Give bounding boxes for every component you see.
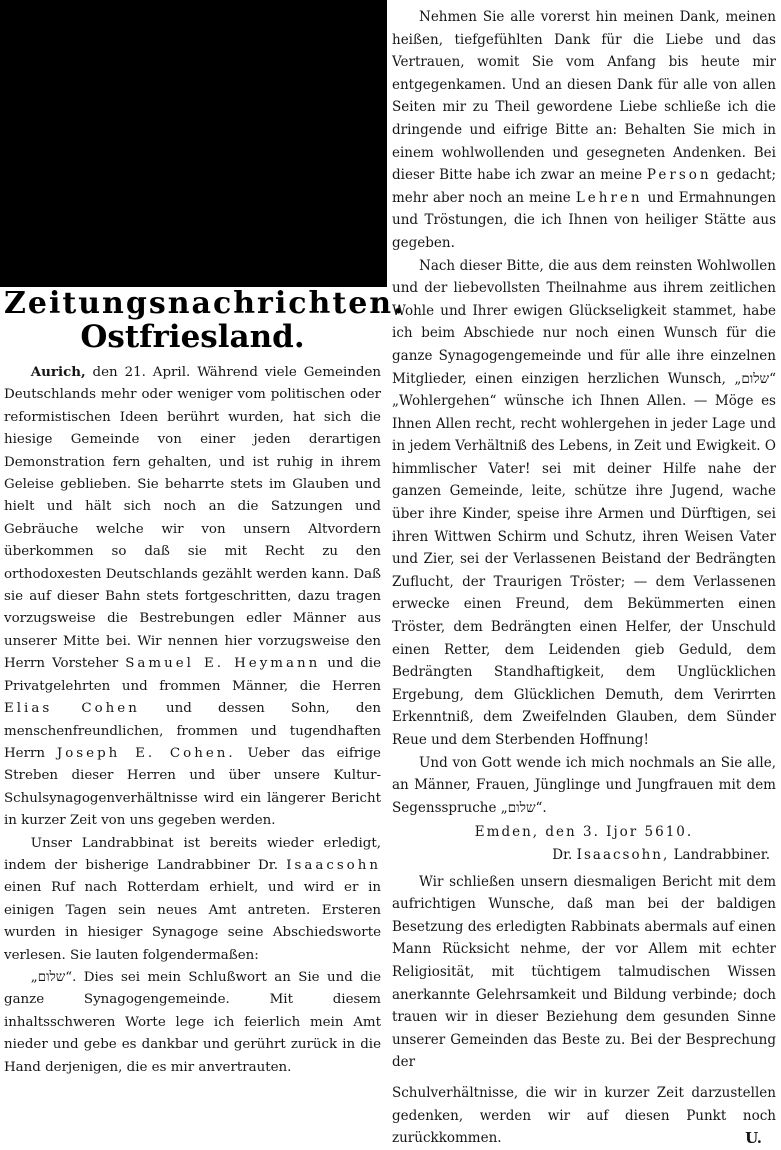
report-date: den 21. April.	[85, 365, 191, 380]
left-column	[4, 286, 406, 1075]
thanks-paragraph	[392, 6, 776, 255]
signature-name: Isaacsohn,	[576, 846, 670, 863]
paragraph-text: Während viele Gemeinden Deutschlands mehr oder weniger vom politischen oder reformistischen Ideen berührt wurden, hat sich die hiesige Gemeinde von einer jeden derartigen Demonstration fern gehalten, und ist ruhig in ihrem Geleise geblieben. Sie beharrte stets im Glauben und hielt und hält sich noch an die Satzungen und Gebräuche welche wir von unsern Altvordern überkommen so daß sie mit Recht zu den orthodoxesten Deutschlands gezählt werden kann. Daß sie auf dieser Bahn stets fortgeschritten, dazu tragen vorzugsweise die Bestrebungen edler Männer aus unserer Mitte bei. Wir nennen hier vorzugsweise den Herrn Vorsteher	[4, 365, 381, 672]
place-name: Aurich,	[30, 364, 86, 380]
signature-role: Landrabbiner.	[673, 846, 770, 863]
paragraph-text: und die Privatgelehrten und frommen Männer, die Herren	[4, 656, 382, 694]
paragraph-text: Nehmen Sie alle vorerst hin meinen Dank, meinen heißen, tiefgefühlten Dank für die Liebe und das Vertrauen, womit Sie vom Anfang bis heute mir entgegenkamen. Und an diesen Dank für alle von allen Seiten mir zu Theil gewordene Liebe schließe ich die dringende und eifrige Bitte an: Behalten Sie mich in einem wohlwollenden und gesegneten Andenken. Bei dieser Bitte habe ich zwar an meine	[392, 9, 776, 184]
farewell-opening-paragraph: „שלום“. Dies sei mein Schlußwort an Sie und die ganze Synagogengemeinde. Mit diesem inhaltsschweren Worte lege ich feierlich mein Amt nieder und gebe es dankbar und gerührt zurück in die Hand derjenigen, die es mir anvertrauten.	[4, 969, 381, 1075]
rabbinate-paragraph	[4, 833, 381, 967]
paragraph-text: Schulverhältnisse, die wir in kurzer Zeit darzustellen gedenken, werden wir auf diesen Punkt noch zurückkommen.	[392, 1084, 776, 1147]
signature-title: Dr.	[552, 846, 573, 863]
closing-block	[392, 1082, 776, 1150]
person-name: Elias Cohen	[4, 701, 140, 717]
aurich-report-paragraph	[4, 361, 381, 833]
person-name: Joseph E. Cohen.	[56, 745, 236, 761]
paragraph-text: und Ermahnungen und Tröstungen, die ich Ihnen von heiliger Stätte aus gegeben.	[392, 189, 776, 251]
redaction-block	[0, 0, 387, 287]
final-paragraph	[392, 1082, 776, 1150]
benediction-paragraph: Und von Gott wende ich mich nochmals an Sie alle, an Männer, Frauen, Jünglinge und Jungfrauen mit dem Segensspruche „שלום“.	[392, 754, 776, 816]
paragraph-text: einen Ruf nach Rotterdam erhielt, und wird er in einigen Tagen sein neues Amt antreten. Ersteren wurden in hiesiger Synagoge seine Abschiedsworte verlesen. Sie lauten folgendermaßen:	[4, 880, 381, 963]
person-name: Samuel E. Heymann	[125, 656, 321, 672]
emphasized-word: Lehren	[575, 189, 643, 206]
right-column	[392, 6, 776, 1148]
paragraph-text: Ueber das eifrige Streben dieser Herren und über unsere Kultur-Schulsynagogenverhältnisse wird ein längerer Bericht in kurzer Zeit von uns gegeben werden.	[4, 745, 381, 829]
emphasized-word: Person	[646, 167, 712, 184]
section-heading: Zeitungsnachrichten.	[4, 286, 406, 321]
paragraph-text: und dessen Sohn, den menschenfreundlichen, frommen und tugendhaften Herrn	[4, 701, 381, 761]
region-heading: Ostfriesland.	[80, 319, 305, 355]
paragraph-text: Unser Landrabbinat ist bereits wieder erledigt, indem der bisherige Landrabbiner Dr.	[4, 835, 381, 873]
paragraph-text: gedacht; mehr aber noch an meine	[392, 167, 776, 206]
closing-paragraph: Wir schließen unsern diesmaligen Bericht mit dem aufrichtigen Wunsche, daß man bei der baldigen Besetzung des erledigten Rabbinats abermals auf einen Mann Rücksicht nehme, der vor Allem mit echter Religiosität, mit tüchtigem talmudischen Wissen anerkannte Gelehrsamkeit und Bildung verbinde; doch trauen wir in dieser Beziehung dem gesunden Sinne unserer Gemeinden das Beste zu. Bei der Besprechung der	[392, 873, 776, 1071]
dateline: Emden, den 3. Ijor 5610.	[474, 824, 694, 841]
signature	[392, 844, 770, 867]
blessing-paragraph: Nach dieser Bitte, die aus dem reinsten Wohlwollen und der liebevollsten Theilnahme aus ihrem zeitlichen Wohle und Ihrer ewigen Glückseligkeit stammet, habe ich beim Abschiede nur noch einen Wunsch für die ganze Synagogengemeinde und für alle ihre einzelnen Mitglieder, einen einzigen herzlichen Wunsch, „שלום“ „Wohlergehen“ wünsche ich Ihnen Allen. — Möge es Ihnen Allen recht, recht wohlergehen in jeder Lage und in jedem Verhältniß des Lebens, in Zeit und Ewigkeit. O himmlischer Vater! sei mit deiner Hilfe nahe der ganzen Gemeinde, leite, schütze ihre Jugend, wache über ihre Kinder, speise ihre Armen und Dürftigen, sei ihren Wittwen Schirm und Schutz, ihren Weisen Vater und Zier, sei der Verlassenen Beistand der Bedrängten Zuflucht, der Traurigen Tröster; — dem Verlassenen erwecke einen Freund, dem Bekümmerten einen Tröster, dem Bedrängten einen Helfer, der Unschuld einen Retter, dem Leidenden gieb Geduld, dem Bedrängten Standhaftigkeit, dem Unglücklichen Ergebung, dem Glücklichen Demuth, dem Verirrten Erkenntniß, dem Zweifelnden Glauben, dem Sünder Reue und dem Sterbenden Hoffnung!	[392, 257, 776, 748]
person-name: Isaacsohn	[286, 857, 381, 873]
author-initial: U.	[745, 1129, 762, 1148]
